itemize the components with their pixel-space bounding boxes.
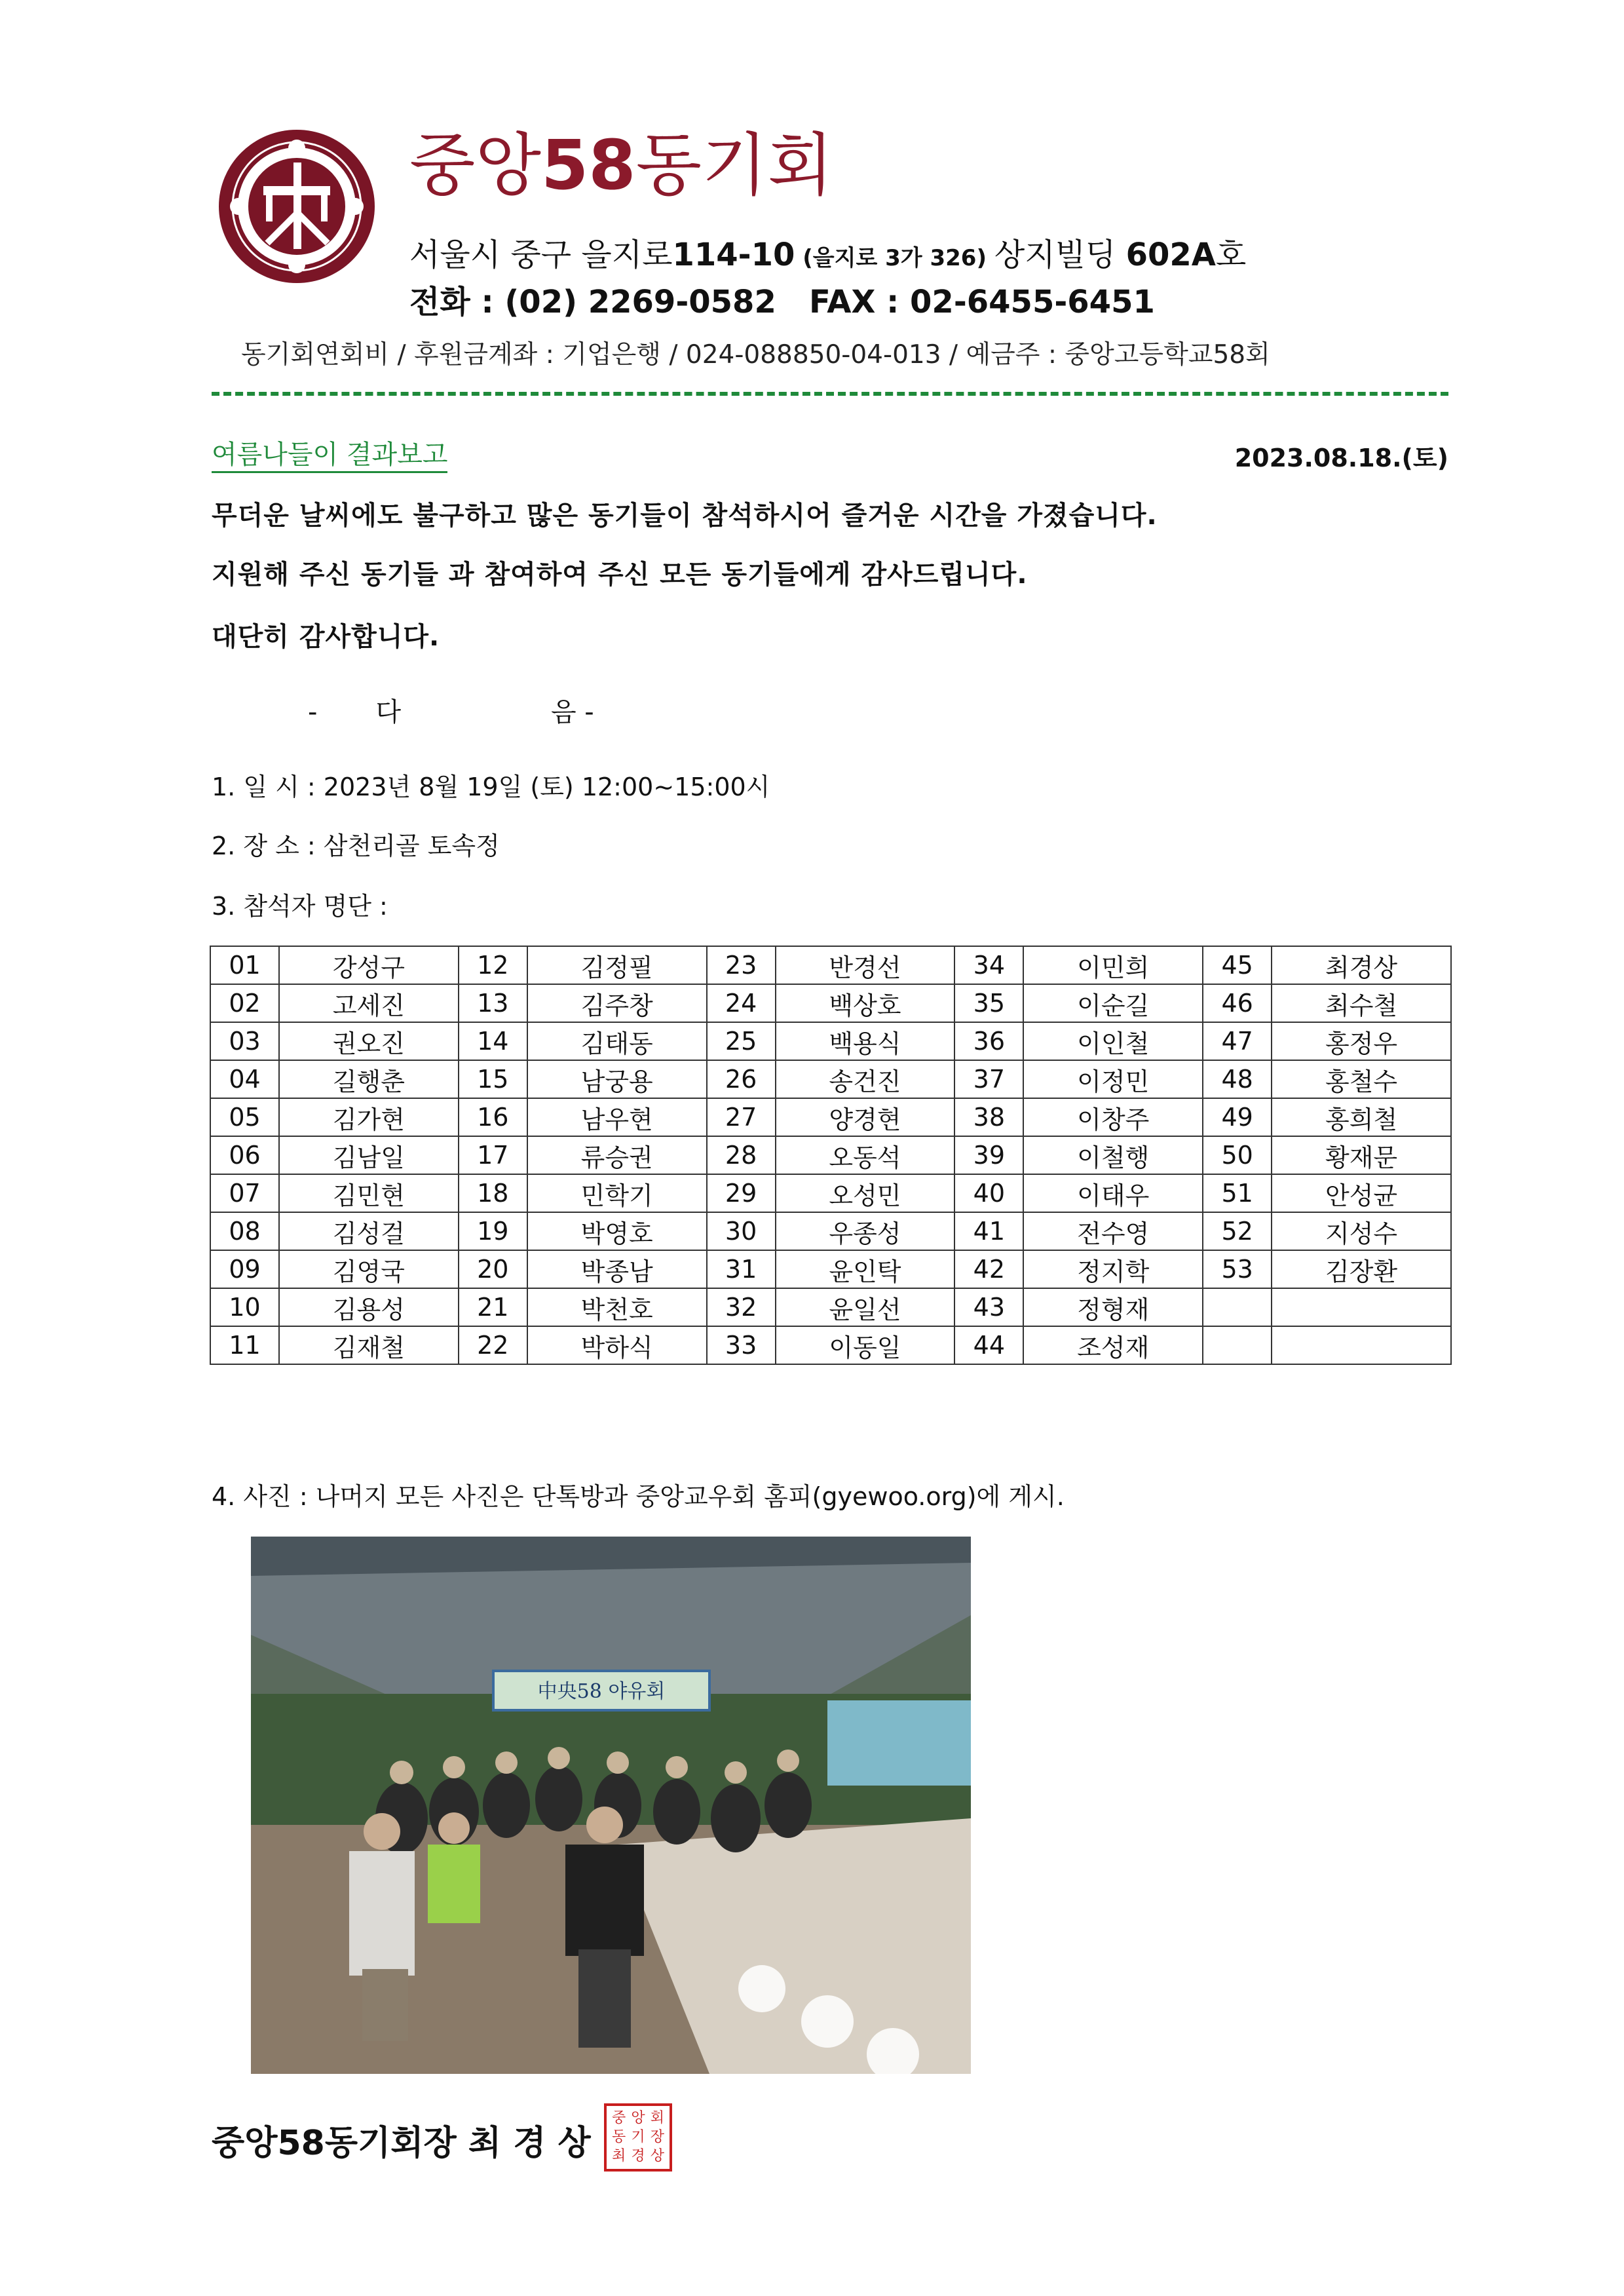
attendee-number: 21 (459, 1288, 527, 1326)
attendee-name: 조성재 (1023, 1326, 1203, 1364)
attendee-name: 박천호 (527, 1288, 707, 1326)
seal-character: 중 (612, 2109, 626, 2126)
attendee-number (1203, 1326, 1272, 1364)
attendee-name: 이인철 (1023, 1022, 1203, 1060)
paragraph: 무더운 날씨에도 불구하고 많은 동기들이 참석하시어 즐거운 시간을 가졌습니다. (212, 501, 1158, 531)
address-number: 114-10 (672, 237, 795, 273)
attendee-number: 14 (459, 1022, 527, 1060)
attendee-number: 34 (954, 946, 1023, 984)
attendee-number: 44 (954, 1326, 1023, 1364)
attendee-number: 31 (707, 1250, 776, 1288)
attendee-name: 박하식 (527, 1326, 707, 1364)
attendee-number: 02 (210, 984, 279, 1022)
attendee-name: 황재문 (1272, 1136, 1451, 1174)
attendee-number: 26 (707, 1060, 776, 1098)
attendee-name: 김주창 (527, 984, 707, 1022)
table-row (210, 984, 1451, 1022)
table-row (210, 1022, 1451, 1060)
attendee-number: 07 (210, 1174, 279, 1212)
attendee-name: 김정필 (527, 946, 707, 984)
attendee-name: 지성수 (1272, 1212, 1451, 1250)
report-date: 2023.08.18.(토) (1234, 444, 1448, 472)
attendee-number (1203, 1288, 1272, 1326)
table-row (210, 1250, 1451, 1288)
attendee-number: 29 (707, 1174, 776, 1212)
attendee-number: 50 (1203, 1136, 1272, 1174)
attendee-number: 51 (1203, 1174, 1272, 1212)
table-row (210, 1326, 1451, 1364)
attendee-number: 46 (1203, 984, 1272, 1022)
seal-character: 최 (612, 2148, 626, 2165)
attendee-number: 09 (210, 1250, 279, 1288)
address-line (409, 229, 1246, 275)
table-row (210, 1174, 1451, 1212)
attendee-number: 48 (1203, 1060, 1272, 1098)
attendee-name: 오성민 (776, 1174, 955, 1212)
attendee-name: 민학기 (527, 1174, 707, 1212)
table-row (210, 1060, 1451, 1098)
attendee-number: 45 (1203, 946, 1272, 984)
attendee-name: 이정민 (1023, 1060, 1203, 1098)
table-row (210, 946, 1451, 984)
org-name-suffix: 동기회 (635, 125, 834, 205)
attendee-number: 39 (954, 1136, 1023, 1174)
attendee-name: 남궁용 (527, 1060, 707, 1098)
item-datetime: 1. 일 시 : 2023년 8월 19일 (토) 12:00~15:00시 (212, 773, 770, 801)
attendee-name: 우종성 (776, 1212, 955, 1250)
attendee-name: 이창주 (1023, 1098, 1203, 1136)
attendee-number: 41 (954, 1212, 1023, 1250)
attendee-number: 32 (707, 1288, 776, 1326)
address-paren: (을지로 3가 326) (795, 245, 994, 271)
item-photo-note: 4. 사진 : 나머지 모든 사진은 단톡방과 중앙교우회 홈피(gyewoo.org)에 게시. (212, 1482, 1065, 1511)
attendee-number: 38 (954, 1098, 1023, 1136)
seal-character: 앙 (631, 2109, 645, 2126)
attendee-number: 17 (459, 1136, 527, 1174)
attendee-number: 43 (954, 1288, 1023, 1326)
attendee-number: 35 (954, 984, 1023, 1022)
section-heading: - 다 음 - (308, 697, 594, 727)
attendee-name: 전수영 (1023, 1212, 1203, 1250)
paragraph: 대단히 감사합니다. (212, 622, 440, 652)
address-room: 602A (1125, 237, 1216, 273)
attendee-name: 김장환 (1272, 1250, 1451, 1288)
photo-banner: 中央58 야유회 (537, 1680, 666, 1703)
attendee-number: 49 (1203, 1098, 1272, 1136)
attendee-name: 오동석 (776, 1136, 955, 1174)
attendee-number: 08 (210, 1212, 279, 1250)
attendee-name: 홍희철 (1272, 1098, 1451, 1136)
attendee-number: 16 (459, 1098, 527, 1136)
attendee-name: 백용식 (776, 1022, 955, 1060)
attendee-number: 01 (210, 946, 279, 984)
attendee-number: 24 (707, 984, 776, 1022)
phone-fax-line: 전화 : (02) 2269-0582 FAX : 02-6455-6451 (409, 284, 1155, 320)
address-tail: 호 (1215, 237, 1247, 273)
attendee-name: 김가현 (279, 1098, 459, 1136)
attendee-number: 37 (954, 1060, 1023, 1098)
attendee-name: 정형재 (1023, 1288, 1203, 1326)
attendee-number: 19 (459, 1212, 527, 1250)
group-photo (251, 1537, 971, 2074)
attendee-number: 15 (459, 1060, 527, 1098)
seal-character: 기 (631, 2128, 645, 2145)
seal-character: 장 (650, 2128, 664, 2145)
header-divider (212, 392, 1448, 396)
attendee-name: 이동일 (776, 1326, 955, 1364)
attendee-name: 김민현 (279, 1174, 459, 1212)
official-seal (604, 2103, 672, 2172)
attendee-name: 김성걸 (279, 1212, 459, 1250)
attendee-table (210, 946, 1452, 1365)
attendee-name: 송건진 (776, 1060, 955, 1098)
attendee-number: 36 (954, 1022, 1023, 1060)
attendee-number: 11 (210, 1326, 279, 1364)
org-name-prefix: 중앙 (409, 125, 541, 205)
attendee-number: 52 (1203, 1212, 1272, 1250)
attendee-name: 김재철 (279, 1326, 459, 1364)
attendee-name: 김용성 (279, 1288, 459, 1326)
attendee-name: 박종남 (527, 1250, 707, 1288)
attendee-number: 10 (210, 1288, 279, 1326)
attendee-number: 05 (210, 1098, 279, 1136)
attendee-number: 12 (459, 946, 527, 984)
attendee-name: 최수철 (1272, 984, 1451, 1022)
attendee-name: 최경상 (1272, 946, 1451, 984)
attendee-number: 18 (459, 1174, 527, 1212)
attendee-number: 30 (707, 1212, 776, 1250)
table-row (210, 1288, 1451, 1326)
attendee-name: 양경현 (776, 1098, 955, 1136)
organization-logo (217, 128, 376, 284)
attendee-number: 47 (1203, 1022, 1272, 1060)
attendee-name: 윤일선 (776, 1288, 955, 1326)
attendee-number: 33 (707, 1326, 776, 1364)
attendee-number: 22 (459, 1326, 527, 1364)
attendee-name: 반경선 (776, 946, 955, 984)
attendee-number: 42 (954, 1250, 1023, 1288)
attendee-name: 정지학 (1023, 1250, 1203, 1288)
attendee-name: 이민희 (1023, 946, 1203, 984)
table-row (210, 1098, 1451, 1136)
attendee-name: 백상호 (776, 984, 955, 1022)
attendee-name: 홍정우 (1272, 1022, 1451, 1060)
attendee-name: 고세진 (279, 984, 459, 1022)
address-building: 상지빌딩 (994, 237, 1126, 273)
attendee-name: 윤인탁 (776, 1250, 955, 1288)
attendee-number: 40 (954, 1174, 1023, 1212)
attendee-name: 김영국 (279, 1250, 459, 1288)
paragraph: 지원해 주신 동기들 과 참여하여 주신 모든 동기들에게 감사드립니다. (212, 560, 1028, 590)
attendee-name: 길행춘 (279, 1060, 459, 1098)
item-attendee-list-label: 3. 참석자 명단 : (212, 892, 388, 921)
report-title: 여름나들이 결과보고 (212, 434, 447, 473)
table-row (210, 1136, 1451, 1174)
bank-account-line: 동기회연회비 / 후원금계좌 : 기업은행 / 024-088850-04-013 / 예금주 : 중앙고등학교58회 (241, 340, 1270, 370)
attendee-number: 25 (707, 1022, 776, 1060)
attendee-name (1272, 1288, 1451, 1326)
address-lead: 서울시 중구 을지로 (409, 237, 673, 273)
seal-character: 동 (612, 2128, 626, 2145)
attendee-number: 23 (707, 946, 776, 984)
attendee-name: 박영호 (527, 1212, 707, 1250)
item-location: 2. 장 소 : 삼천리골 토속정 (212, 832, 500, 860)
attendee-name: 강성구 (279, 946, 459, 984)
attendee-name: 남우현 (527, 1098, 707, 1136)
attendee-number: 27 (707, 1098, 776, 1136)
seal-character: 경 (631, 2148, 645, 2165)
attendee-number: 28 (707, 1136, 776, 1174)
attendee-name (1272, 1326, 1451, 1364)
attendee-name: 김태동 (527, 1022, 707, 1060)
seal-character: 상 (650, 2148, 664, 2165)
attendee-number: 53 (1203, 1250, 1272, 1288)
attendee-name: 홍철수 (1272, 1060, 1451, 1098)
table-row (210, 1212, 1451, 1250)
attendee-name: 안성균 (1272, 1174, 1451, 1212)
attendee-name: 이태우 (1023, 1174, 1203, 1212)
attendee-number: 06 (210, 1136, 279, 1174)
attendee-number: 20 (459, 1250, 527, 1288)
attendee-name: 김남일 (279, 1136, 459, 1174)
organization-name (409, 124, 833, 206)
signature-line: 중앙58동기회장 최 경 상 (212, 2124, 591, 2163)
attendee-number: 03 (210, 1022, 279, 1060)
attendee-name: 이철행 (1023, 1136, 1203, 1174)
attendee-name: 권오진 (279, 1022, 459, 1060)
attendee-number: 04 (210, 1060, 279, 1098)
seal-character: 회 (650, 2109, 664, 2126)
attendee-name: 류승권 (527, 1136, 707, 1174)
attendee-name: 이순길 (1023, 984, 1203, 1022)
org-name-number: 58 (540, 125, 636, 205)
attendee-number: 13 (459, 984, 527, 1022)
